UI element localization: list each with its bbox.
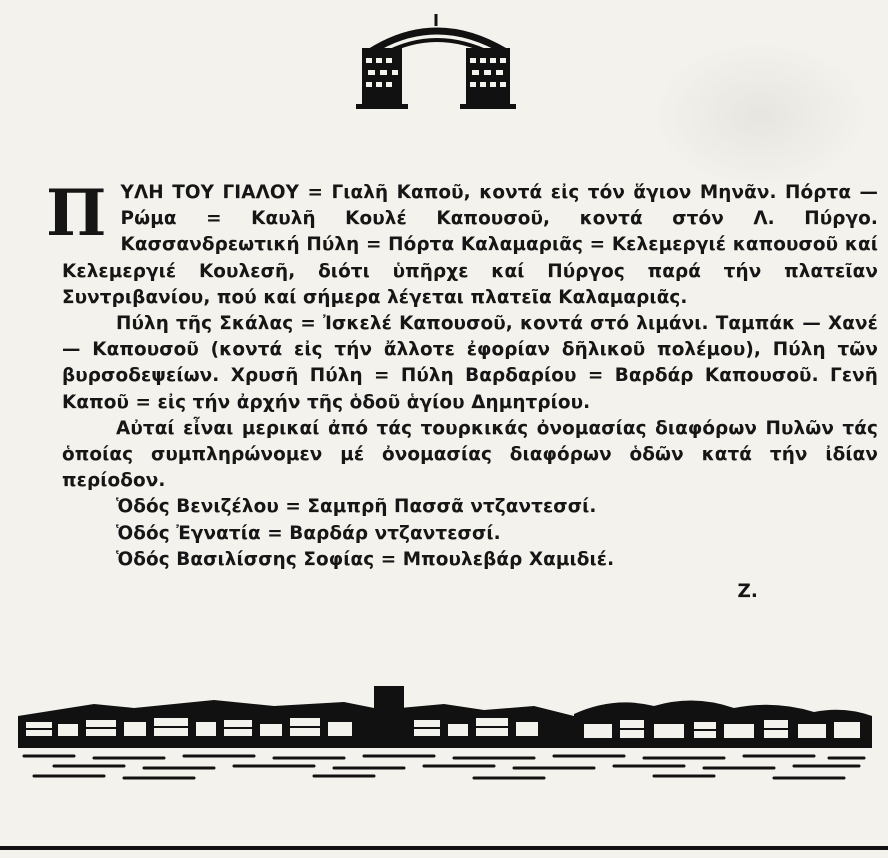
bottom-rule <box>0 846 888 850</box>
author-signature: Ζ. <box>737 581 758 603</box>
city-skyline-illustration <box>14 686 874 786</box>
street-line: Ὁδός Βενιζέλου = Σαμπρῆ Πασσᾶ ντζαντεσσί. <box>116 496 597 518</box>
paragraph-gates-2: Πύλη τῆς Σκάλας = Ἰσκελέ Καπουσοῦ, κοντά στό λιμάνι. Ταμπάκ — Χανέ — Καπουσοῦ (κοντά εἰς τήν ἄλλοτε ἐφορίαν δῆλικοῦ πολέμου), Πύλη τῶν βυρσοδεψείων. Χρυσῆ Πύλη = Πύλη Βαρδαρίου = Βαρδάρ Καπουσοῦ. Γενῆ Καποῦ = εἰς τήν ἀρχήν τῆς ὁδοῦ ἁγίου Δημητρίου. <box>62 313 878 413</box>
paragraph-intro-streets: Αὐταί εἶναι μερικαί ἀπό τάς τουρκικάς ὀνομασίας διαφόρων Πυλῶν τάς ὁποίας συμπληρώνομεν μέ ὀνομασίας διαφόρων ὁδῶν κατά τήν ἰδίαν περίοδον. <box>62 417 878 492</box>
article-body <box>46 176 878 605</box>
paragraph-gates-1: ΥΛΗ ΤΟΥ ΓΙΑΛΟΥ = Γιαλῆ Καποῦ, κοντά εἰς τόν ἅγιον Μηνᾶν. Πόρτα — Ρώμα = Καυλῆ Κουλέ Καπουσοῦ, κοντά στόν Λ. Πύργο. Κασσανδρεωτική Πύλη = Πόρτα Καλαμαριᾶς = Κελεμεργιέ καπουσοῦ καί Κελεμεργιέ Κουλεσῆ, διότι ὑπῆρχε καί Πύργος παρά τήν πλατεῖαν Συντριβανίου, πού καί σήμερα λέγεται πλατεῖα Καλαμαριᾶς. <box>62 182 878 308</box>
print-smudge <box>650 40 870 190</box>
arch-gate-illustration <box>356 14 524 110</box>
street-line: Ὁδός Ἐγνατία = Βαρδάρ ντζαντεσσί. <box>116 522 501 544</box>
street-line: Ὁδός Βασιλίσσης Σοφίας = Μπουλεβάρ Χαμιδιέ. <box>116 548 615 570</box>
drop-cap: Π <box>46 176 107 251</box>
